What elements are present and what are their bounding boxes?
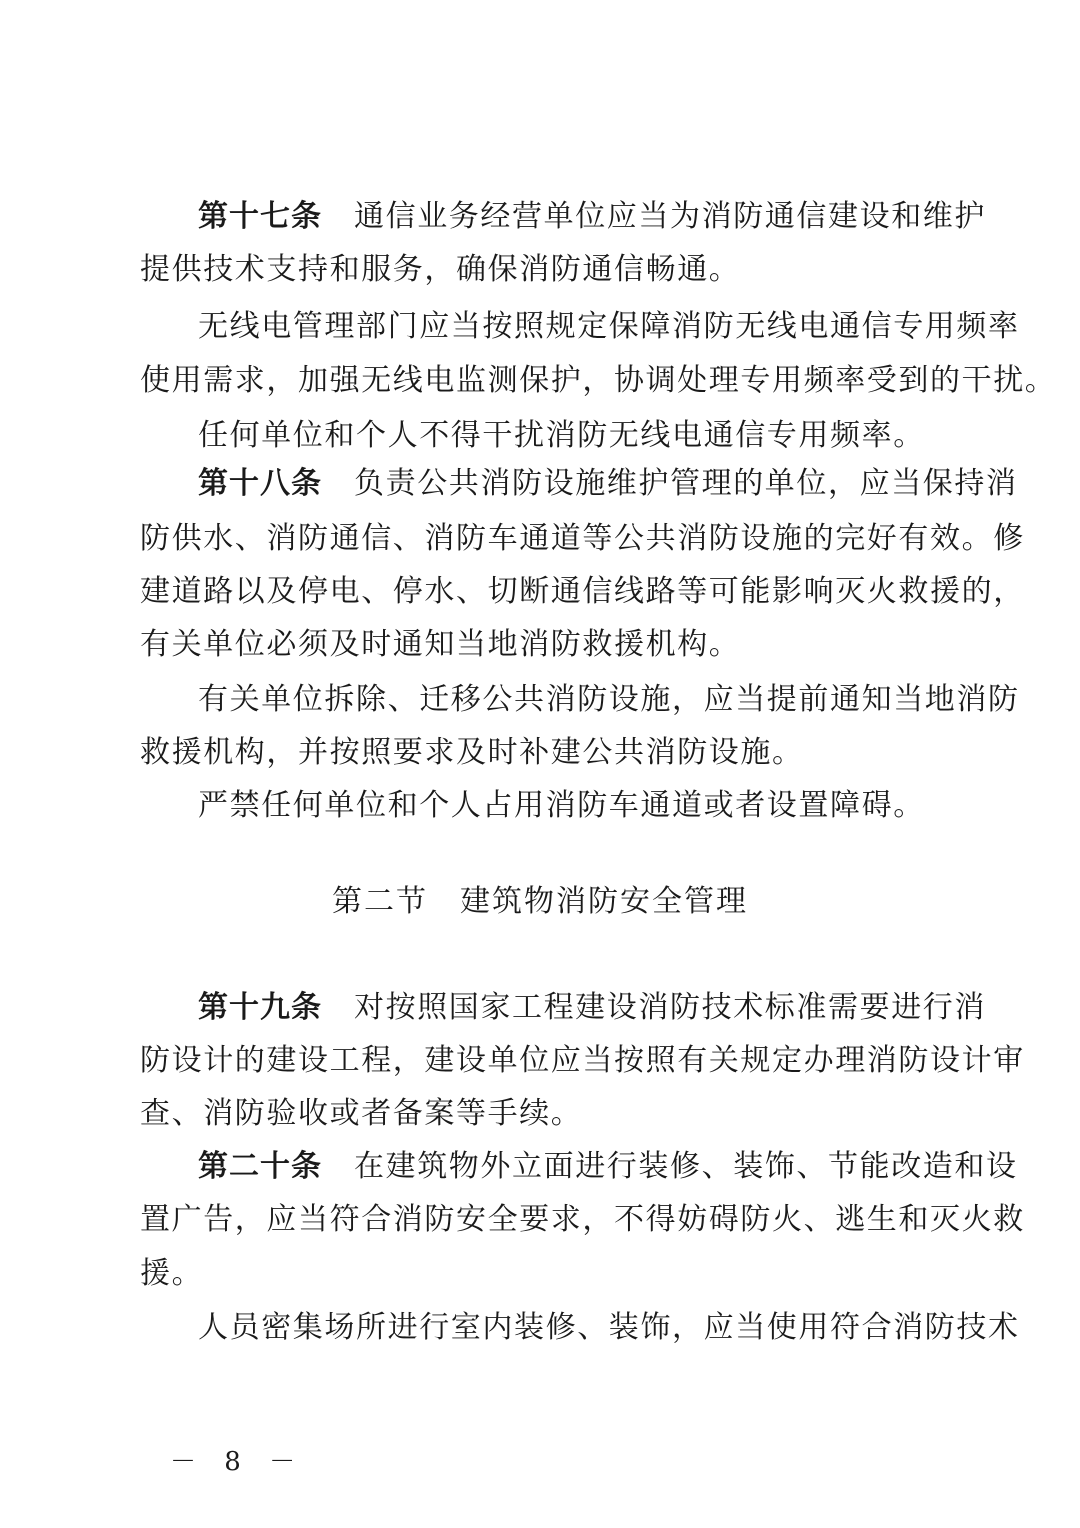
article-17-text: 通信业务经营单位应当为消防通信建设和维护: [354, 199, 986, 234]
article-20-line-2: 置广告，应当符合消防安全要求，不得妨碍防火、逃生和灭火救: [140, 1202, 1025, 1237]
article-18-text: 负责公共消防设施维护管理的单位，应当保持消: [354, 466, 1018, 501]
article-18-line-4: 有关单位必须及时通知当地消防救援机构。: [140, 627, 741, 662]
article-19-line-1: [198, 990, 986, 1026]
article-18-line-3: 建道路以及停电、停水、切断通信线路等可能影响灭火救援的，: [140, 574, 1025, 609]
article-18-line-2: 防供水、消防通信、消防车通道等公共消防设施的完好有效。修: [140, 521, 1025, 556]
article-18-para-2-line-2: 救援机构，并按照要求及时补建公共消防设施。: [140, 735, 804, 770]
article-17-label: 第十七条: [198, 199, 322, 234]
article-20-line-3: 援。: [140, 1256, 204, 1291]
article-18-para-2-line-1: 有关单位拆除、迁移公共消防设施，应当提前通知当地消防: [198, 682, 1020, 717]
article-18-label: 第十八条: [198, 466, 322, 501]
article-17-line-2: 提供技术支持和服务，确保消防通信畅通。: [140, 252, 741, 287]
article-19-label: 第十九条: [198, 990, 322, 1025]
article-17-para-3-line-1: 任何单位和个人不得干扰消防无线电通信专用频率。: [198, 418, 925, 453]
article-20-para-2-line-1: 人员密集场所进行室内装修、装饰，应当使用符合消防技术: [198, 1310, 1020, 1345]
article-19-line-3: 查、消防验收或者备案等手续。: [140, 1096, 583, 1131]
article-17-para-2-line-2: 使用需求，加强无线电监测保护，协调处理专用频率受到的干扰。: [140, 363, 1057, 398]
article-17-para-2-line-1: 无线电管理部门应当按照规定保障消防无线电通信专用频率: [198, 309, 1020, 344]
article-19-text: 对按照国家工程建设消防技术标准需要进行消: [354, 990, 986, 1025]
article-20-text: 在建筑物外立面进行装修、装饰、节能改造和设: [354, 1149, 1018, 1184]
page-number: － 8 －: [170, 1447, 306, 1477]
article-18-line-1: [198, 466, 1018, 502]
section-title: 第二节 建筑物消防安全管理: [332, 884, 748, 919]
article-20-line-1: [198, 1149, 1018, 1185]
article-17-line-1: [198, 199, 986, 235]
article-18-para-3-line-1: 严禁任何单位和个人占用消防车通道或者设置障碍。: [198, 788, 925, 823]
article-20-label: 第二十条: [198, 1149, 322, 1184]
article-19-line-2: 防设计的建设工程，建设单位应当按照有关规定办理消防设计审: [140, 1043, 1025, 1078]
